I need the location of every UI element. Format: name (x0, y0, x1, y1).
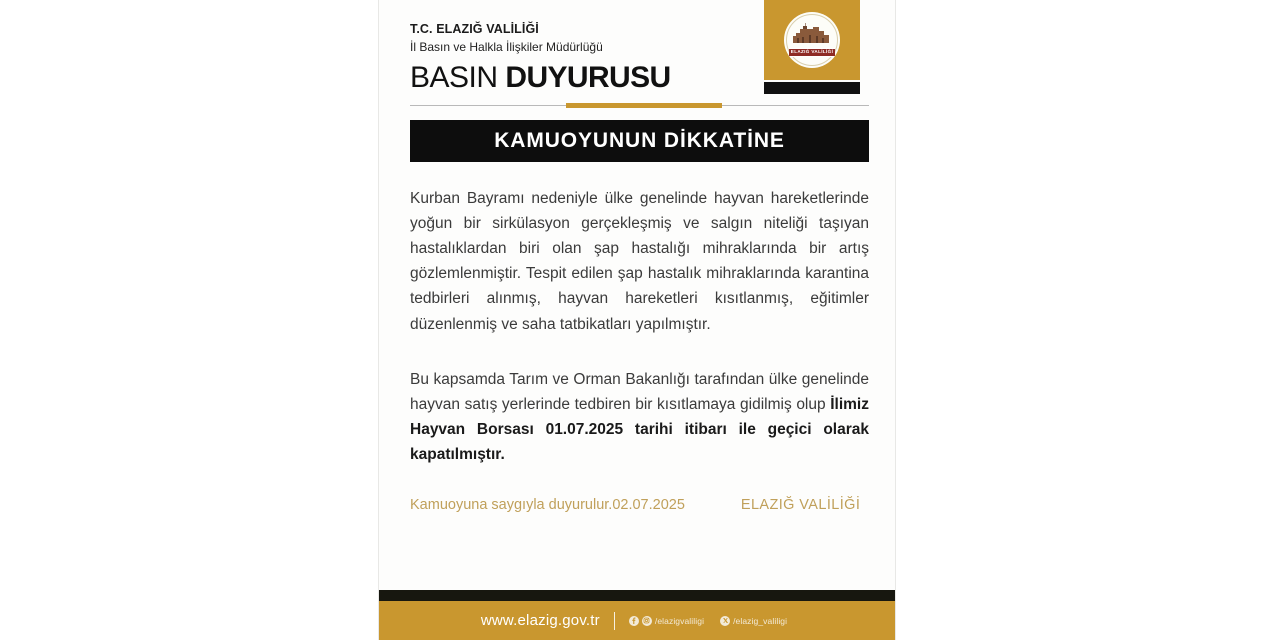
seal-inner (789, 23, 835, 57)
logo-black-bar (764, 82, 860, 94)
organization-name: T.C. ELAZIĞ VALİLİĞİ (410, 22, 539, 36)
footer-black-bar (379, 590, 895, 601)
page-title (410, 62, 750, 94)
paragraph-2-emphasis: İlimiz Hayvan Borsası 01.07.2025 tarihi itibarı ile geçici olarak kapatılmıştır. (410, 395, 869, 463)
castle-icon (789, 23, 835, 43)
instagram-icon[interactable] (642, 616, 652, 626)
paragraph-2 (410, 367, 869, 467)
seal-banner-text: ELAZIĞ VALİLİĞİ (789, 48, 835, 57)
signature-closing: Kamuoyuna saygıyla duyurulur.02.07.2025 (410, 497, 685, 514)
header-divider (410, 103, 869, 108)
social-handle-facebook-instagram: /elazigvaliligi (654, 615, 705, 626)
logo-block (764, 0, 860, 94)
attention-banner (410, 120, 869, 162)
page-header (379, 0, 895, 118)
facebook-icon[interactable] (629, 616, 639, 626)
paragraph-1: Kurban Bayramı nedeniyle ülke genelinde hayvan hareketlerinde yoğun bir sirkülasyon gerçekleşmiş ve salgın niteliği taşıyan hastalıklardan biri olan şap hastalığı mihraklarında bir artış gözlemlenmiştir. Tespit edilen şap hastalık mihraklarında karantina tedbirleri alınmış, hayvan hareketleri kısıtlanmış, eğitimler düzenlenmiş ve saha tatbikatları yapılmıştır. (410, 190, 869, 333)
paragraph-2-lead: Bu kapsamda Tarım ve Orman Bakanlığı tarafından ülke genelinde hayvan satış yerlerinde tedbiren bir kısıtlamaya gidilmiş olup (410, 370, 869, 413)
divider-gold-accent (566, 103, 722, 108)
footer-separator (614, 612, 615, 630)
twitter-x-icon[interactable] (720, 616, 730, 626)
footer-content (481, 612, 793, 630)
signature-authority: ELAZIĞ VALİLİĞİ (740, 497, 861, 514)
department-name: İl Basın ve Halkla İlişkiler Müdürlüğü (410, 39, 603, 54)
announcement-page (378, 0, 896, 640)
social-group-twitter[interactable] (720, 616, 793, 626)
social-handle-twitter: /elazig_valiligi (733, 615, 788, 626)
website-url[interactable]: www.elazig.gov.tr (480, 612, 600, 629)
logo-gold-panel (764, 0, 860, 80)
page-title-bold: DUYURUSU (505, 61, 671, 95)
social-group-facebook-instagram[interactable] (629, 616, 710, 626)
page-footer (379, 590, 895, 640)
signature-row (410, 497, 869, 513)
header-text-block (410, 22, 750, 94)
elazig-valiligi-seal-icon (784, 12, 840, 68)
page-title-light: BASIN (410, 61, 498, 95)
announcement-body (379, 162, 895, 590)
footer-gold-bar (379, 601, 895, 640)
attention-banner-text: KAMUOYUNUN DİKKATİNE (494, 129, 785, 152)
